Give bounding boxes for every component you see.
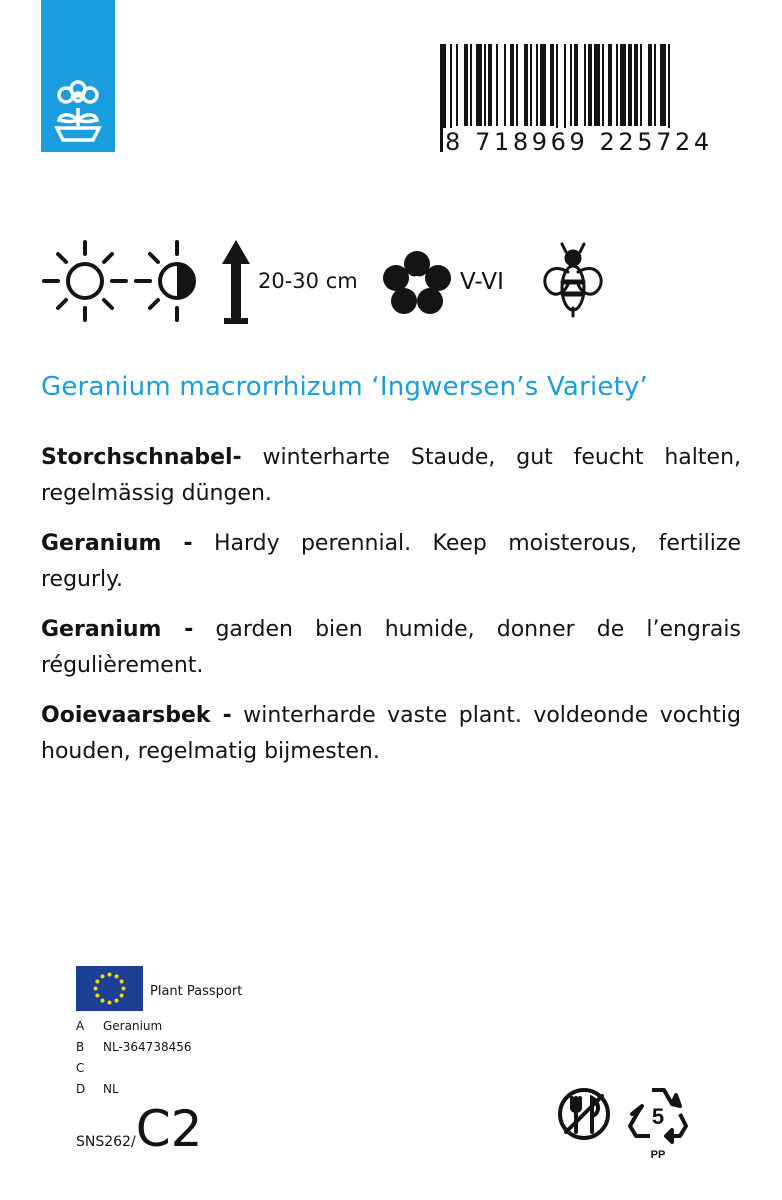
- half-shade-icon: [132, 236, 222, 326]
- barcode-bar: [588, 44, 592, 126]
- barcode-bar: [660, 44, 666, 126]
- eu-star: [108, 973, 112, 977]
- flower-icon: [382, 250, 452, 316]
- bloom-months: V-VI: [460, 269, 504, 295]
- description-name: Geranium -: [41, 531, 193, 556]
- passport-key: A: [76, 1019, 85, 1033]
- description-name: Storchschnabel-: [41, 445, 242, 470]
- description-de: [41, 440, 741, 512]
- barcode-bar: [570, 44, 572, 126]
- barcode-bar: [550, 44, 554, 126]
- full-sun-icon: [40, 236, 130, 326]
- barcode-bar: [602, 44, 604, 126]
- passport-value: NL: [103, 1082, 119, 1096]
- eu-star: [101, 974, 105, 978]
- barcode-bar: [628, 44, 632, 126]
- brand-tab: [41, 0, 115, 152]
- description-name: Ooievaarsbek -: [41, 703, 232, 728]
- eu-star: [120, 980, 124, 984]
- barcode-bar: [594, 44, 600, 126]
- barcode-bar: [616, 44, 618, 126]
- passport-value: Geranium: [103, 1019, 163, 1033]
- product-code: [76, 1100, 202, 1158]
- passport-value: NL-364738456: [103, 1040, 192, 1054]
- description-text: Hardy perennial. Keep moisterous, fertilize regurly.: [41, 531, 741, 592]
- barcode-bar: [530, 44, 532, 126]
- description-fr: [41, 612, 741, 684]
- passport-row: [76, 1016, 192, 1037]
- not-for-consumption-icon: [554, 1082, 620, 1152]
- bee-icon: [538, 242, 608, 322]
- barcode-bar: [654, 44, 656, 126]
- barcode-bar: [608, 44, 612, 126]
- eu-star: [120, 994, 124, 998]
- barcode-bar: [496, 44, 498, 126]
- code-class: C2: [135, 1100, 203, 1158]
- description-text: winterharte Staude, gut feucht halten, regelmässig düngen.: [41, 445, 741, 506]
- care-icons-row: [40, 236, 620, 328]
- barcode-bar: [640, 44, 642, 126]
- description-nl: [41, 698, 741, 770]
- description-en: [41, 526, 741, 598]
- eu-star: [101, 999, 105, 1003]
- barcode-bar: [540, 44, 546, 126]
- barcode-bar: [470, 44, 472, 126]
- barcode-bar: [524, 44, 528, 126]
- eu-star: [108, 1001, 112, 1005]
- code-prefix: SNS262/: [76, 1134, 136, 1150]
- passport-row: [76, 1058, 192, 1079]
- description-text: garden bien humide, donner de l’engrais régulièrement.: [41, 617, 741, 678]
- barcode-bar: [464, 44, 468, 126]
- recycle-number: 5: [651, 1104, 665, 1129]
- description-name: Geranium -: [41, 617, 194, 642]
- barcode-bar: [456, 44, 458, 126]
- eu-flag-icon: [76, 966, 143, 1011]
- barcode-digits: 8 718969 225724: [445, 128, 713, 156]
- eu-star: [115, 999, 119, 1003]
- passport-key: B: [76, 1040, 85, 1054]
- height-arrow-icon: [220, 240, 252, 326]
- eu-stars: [76, 966, 143, 1011]
- barcode-bar: [484, 44, 486, 126]
- eu-star: [95, 994, 99, 998]
- barcode-bar: [488, 44, 492, 126]
- passport-rows: [76, 1016, 192, 1100]
- barcode-bar: [648, 44, 652, 126]
- barcode-bar: [574, 44, 578, 126]
- passport-row: [76, 1079, 192, 1100]
- barcode-bar: [634, 44, 638, 126]
- barcode-bar: [536, 44, 538, 126]
- flower-bowl-logo-icon: [51, 78, 105, 142]
- description-text: winterharde vaste plant. voldeonde vochtig houden, regelmatig bijmesten.: [41, 703, 741, 764]
- passport-label: Plant Passport: [150, 984, 243, 999]
- barcode-bar: [516, 44, 518, 126]
- packaging-symbols: [554, 1082, 694, 1172]
- barcode-bar: [620, 44, 626, 126]
- passport-key: C: [76, 1061, 85, 1075]
- barcode-bar: [584, 44, 586, 126]
- barcode-bar: [510, 44, 514, 126]
- eu-star: [122, 987, 126, 991]
- passport-row: [76, 1037, 192, 1058]
- plant-title: Geranium macrorrhizum ‘Ingwersen’s Variety’: [41, 372, 649, 402]
- eu-star: [94, 987, 98, 991]
- height-range: 20-30 cm: [258, 269, 358, 293]
- passport-key: D: [76, 1082, 86, 1096]
- barcode-bar: [504, 44, 506, 126]
- eu-star: [115, 974, 119, 978]
- descriptions: [41, 440, 741, 784]
- eu-star: [95, 980, 99, 984]
- recycle-material: PP: [650, 1149, 666, 1161]
- recycle-pp-icon: [626, 1084, 690, 1164]
- barcode-bar: [476, 44, 482, 126]
